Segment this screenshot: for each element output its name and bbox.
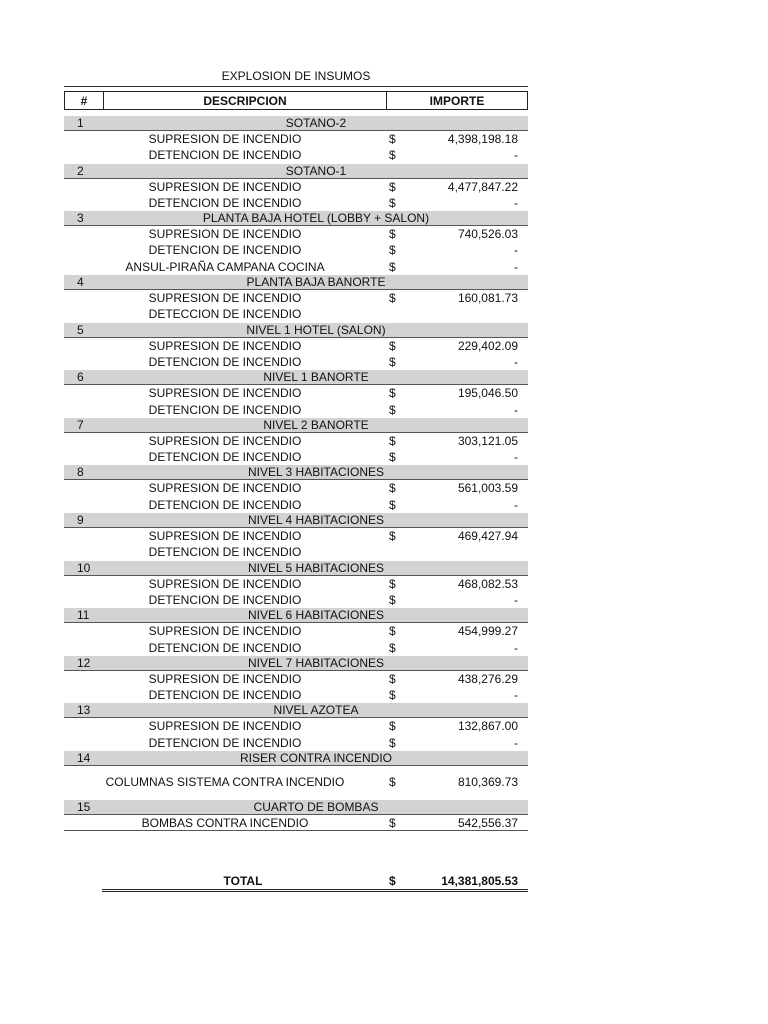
section-name: NIVEL 6 HABITACIONES	[247, 608, 385, 623]
table-row	[64, 766, 528, 800]
item-currency: $	[389, 640, 396, 655]
item-description: SUPRESION DE INCENDIO	[148, 576, 302, 591]
header-importe: IMPORTE	[429, 93, 485, 108]
item-currency: $	[389, 195, 396, 210]
table-row	[64, 226, 528, 242]
item-amount: 438,276.29	[457, 671, 518, 686]
table-row	[64, 576, 528, 592]
section-number: 12	[77, 655, 91, 670]
item-amount: 454,999.27	[457, 624, 518, 639]
item-description: DETENCION DE INCENDIO	[148, 402, 302, 417]
table-row	[64, 402, 528, 418]
section-number: 4	[77, 275, 84, 290]
item-description: SUPRESION DE INCENDIO	[148, 338, 302, 353]
table-row	[64, 735, 528, 751]
table-row	[64, 687, 528, 703]
item-currency: $	[389, 688, 396, 703]
item-currency: $	[389, 386, 396, 401]
table-row	[64, 528, 528, 544]
item-description: BOMBAS CONTRA INCENDIO	[141, 816, 309, 831]
item-amount: -	[514, 497, 518, 512]
item-description: DETENCION DE INCENDIO	[148, 640, 302, 655]
item-amount: 561,003.59	[457, 481, 518, 496]
document-title: EXPLOSION DE INSUMOS	[221, 69, 371, 83]
item-amount: -	[514, 402, 518, 417]
section-name: SOTANO-2	[285, 116, 347, 130]
item-amount: -	[514, 688, 518, 703]
table-row	[64, 671, 528, 687]
table-row	[64, 354, 528, 370]
table-row	[64, 544, 528, 560]
section-name: NIVEL 1 BANORTE	[263, 370, 369, 385]
section-number: 8	[77, 465, 84, 480]
item-amount: -	[514, 450, 518, 465]
section-row	[64, 513, 528, 528]
section-name: NIVEL 4 HABITACIONES	[247, 513, 385, 528]
item-amount: 303,121.05	[457, 433, 518, 448]
item-amount: 132,867.00	[457, 719, 518, 734]
table-row	[64, 131, 528, 147]
item-description: SUPRESION DE INCENDIO	[148, 624, 302, 639]
item-currency: $	[389, 433, 396, 448]
item-description: SUPRESION DE INCENDIO	[148, 227, 302, 242]
section-name: NIVEL 3 HABITACIONES	[247, 465, 385, 480]
item-currency: $	[389, 481, 396, 496]
table-row	[64, 259, 528, 275]
item-currency: $	[389, 148, 396, 163]
table-row	[64, 592, 528, 608]
section-row	[64, 370, 528, 385]
title-rule	[64, 86, 528, 87]
table-row	[64, 179, 528, 195]
item-currency: $	[389, 227, 396, 242]
table-row	[64, 497, 528, 513]
item-description: DETECCION DE INCENDIO	[148, 307, 302, 322]
item-currency: $	[389, 816, 396, 831]
section-row	[64, 116, 528, 131]
section-number: 9	[77, 513, 84, 528]
section-name: NIVEL 2 BANORTE	[263, 417, 369, 432]
item-description: DETENCION DE INCENDIO	[148, 354, 302, 369]
item-amount: 195,046.50	[457, 386, 518, 401]
item-currency: $	[389, 259, 396, 274]
section-name: RISER CONTRA INCENDIO	[239, 751, 392, 766]
table-row	[64, 480, 528, 496]
section-row	[64, 703, 528, 718]
item-description: SUPRESION DE INCENDIO	[148, 433, 302, 448]
item-description: SUPRESION DE INCENDIO	[148, 179, 302, 194]
item-currency: $	[389, 624, 396, 639]
item-amount: -	[514, 354, 518, 369]
section-row	[64, 656, 528, 671]
item-currency: $	[389, 497, 396, 512]
item-currency: $	[389, 719, 396, 734]
item-description: DETENCION DE INCENDIO	[148, 195, 302, 210]
table-row	[64, 242, 528, 258]
item-description: DETENCION DE INCENDIO	[148, 148, 302, 163]
item-amount: 740,526.03	[457, 227, 518, 242]
item-currency: $	[389, 529, 396, 544]
section-number: 5	[77, 322, 84, 337]
item-amount: -	[514, 195, 518, 210]
item-description: COLUMNAS SISTEMA CONTRA INCENDIO	[105, 775, 345, 790]
total-label: TOTAL	[223, 874, 263, 888]
section-name: SOTANO-1	[285, 163, 347, 178]
section-row	[64, 275, 528, 290]
section-name: PLANTA BAJA HOTEL (LOBBY + SALON)	[202, 211, 430, 226]
item-amount: -	[514, 259, 518, 274]
section-row	[64, 465, 528, 480]
item-description: DETENCION DE INCENDIO	[148, 450, 302, 465]
header-description: DESCRIPCION	[104, 92, 387, 109]
table-body	[64, 116, 528, 831]
item-description: ANSUL-PIRAÑA CAMPANA COCINA	[125, 259, 325, 274]
section-number: 15	[77, 800, 91, 815]
item-currency: $	[389, 338, 396, 353]
item-currency: $	[389, 450, 396, 465]
section-number: 11	[77, 608, 90, 623]
item-amount: 469,427.94	[457, 529, 518, 544]
item-description: DETENCION DE INCENDIO	[148, 592, 302, 607]
item-currency: $	[389, 775, 396, 790]
item-currency: $	[389, 671, 396, 686]
item-currency: $	[389, 354, 396, 369]
item-description: SUPRESION DE INCENDIO	[148, 132, 302, 146]
section-number: 13	[77, 703, 91, 718]
item-description: SUPRESION DE INCENDIO	[148, 719, 302, 734]
item-currency: $	[389, 735, 396, 750]
table-row	[64, 433, 528, 449]
table-row	[64, 815, 528, 831]
section-name: NIVEL AZOTEA	[273, 703, 359, 718]
section-row	[64, 164, 528, 179]
item-description: SUPRESION DE INCENDIO	[148, 671, 302, 686]
total-currency: $	[389, 874, 396, 888]
item-description: SUPRESION DE INCENDIO	[148, 481, 302, 496]
section-row	[64, 751, 528, 766]
section-row	[64, 418, 528, 433]
section-row	[64, 608, 528, 623]
item-description: DETENCION DE INCENDIO	[148, 735, 302, 750]
item-amount: -	[514, 735, 518, 750]
item-amount: 468,082.53	[457, 576, 518, 591]
table-header	[64, 91, 528, 110]
item-amount: -	[514, 243, 518, 258]
item-description: DETENCION DE INCENDIO	[148, 688, 302, 703]
table-row	[64, 623, 528, 639]
spreadsheet	[64, 66, 528, 831]
section-number: 1	[77, 116, 84, 130]
table-row	[64, 385, 528, 401]
item-description: SUPRESION DE INCENDIO	[148, 291, 302, 306]
item-amount: 810,369.73	[457, 775, 518, 790]
item-currency: $	[389, 402, 396, 417]
section-number: 3	[77, 211, 84, 226]
section-number: 2	[77, 163, 84, 178]
item-amount: -	[514, 640, 518, 655]
table-row	[64, 147, 528, 163]
section-row	[64, 211, 528, 226]
section-name: NIVEL 5 HABITACIONES	[247, 560, 385, 575]
section-number: 7	[77, 417, 84, 432]
section-number: 6	[77, 370, 84, 385]
item-description: DETENCION DE INCENDIO	[148, 243, 302, 258]
item-amount: -	[514, 148, 518, 163]
section-number: 10	[77, 560, 91, 575]
item-currency: $	[389, 592, 396, 607]
item-currency: $	[389, 179, 396, 194]
item-amount: 4,398,198.18	[447, 132, 518, 146]
table-row	[64, 306, 528, 322]
item-currency: $	[389, 243, 396, 258]
table-row	[64, 449, 528, 465]
item-description: SUPRESION DE INCENDIO	[148, 386, 302, 401]
section-row	[64, 561, 528, 576]
item-currency: $	[389, 576, 396, 591]
item-description: DETENCION DE INCENDIO	[148, 545, 302, 560]
section-name: CUARTO DE BOMBAS	[253, 800, 379, 815]
header-num: #	[65, 92, 104, 109]
total-double-rule	[102, 889, 528, 892]
section-name: NIVEL 1 HOTEL (SALON)	[246, 322, 386, 337]
table-row	[64, 338, 528, 354]
table-row	[64, 718, 528, 734]
item-amount: 542,556.37	[457, 816, 518, 831]
table-row	[64, 640, 528, 656]
item-currency: $	[389, 291, 396, 306]
section-number: 14	[77, 751, 91, 766]
item-description: DETENCION DE INCENDIO	[148, 497, 302, 512]
item-description: SUPRESION DE INCENDIO	[148, 529, 302, 544]
section-name: PLANTA BAJA BANORTE	[246, 275, 386, 290]
section-row	[64, 323, 528, 338]
item-amount: 160,081.73	[457, 291, 518, 306]
item-amount: 229,402.09	[457, 338, 518, 353]
table-row	[64, 290, 528, 306]
item-amount: 4,477,847.22	[447, 179, 518, 194]
total-value: 14,381,805.53	[441, 874, 518, 888]
item-amount: -	[514, 592, 518, 607]
table-row	[64, 195, 528, 211]
section-row	[64, 800, 528, 815]
section-name: NIVEL 7 HABITACIONES	[247, 655, 385, 670]
item-currency: $	[389, 132, 396, 146]
